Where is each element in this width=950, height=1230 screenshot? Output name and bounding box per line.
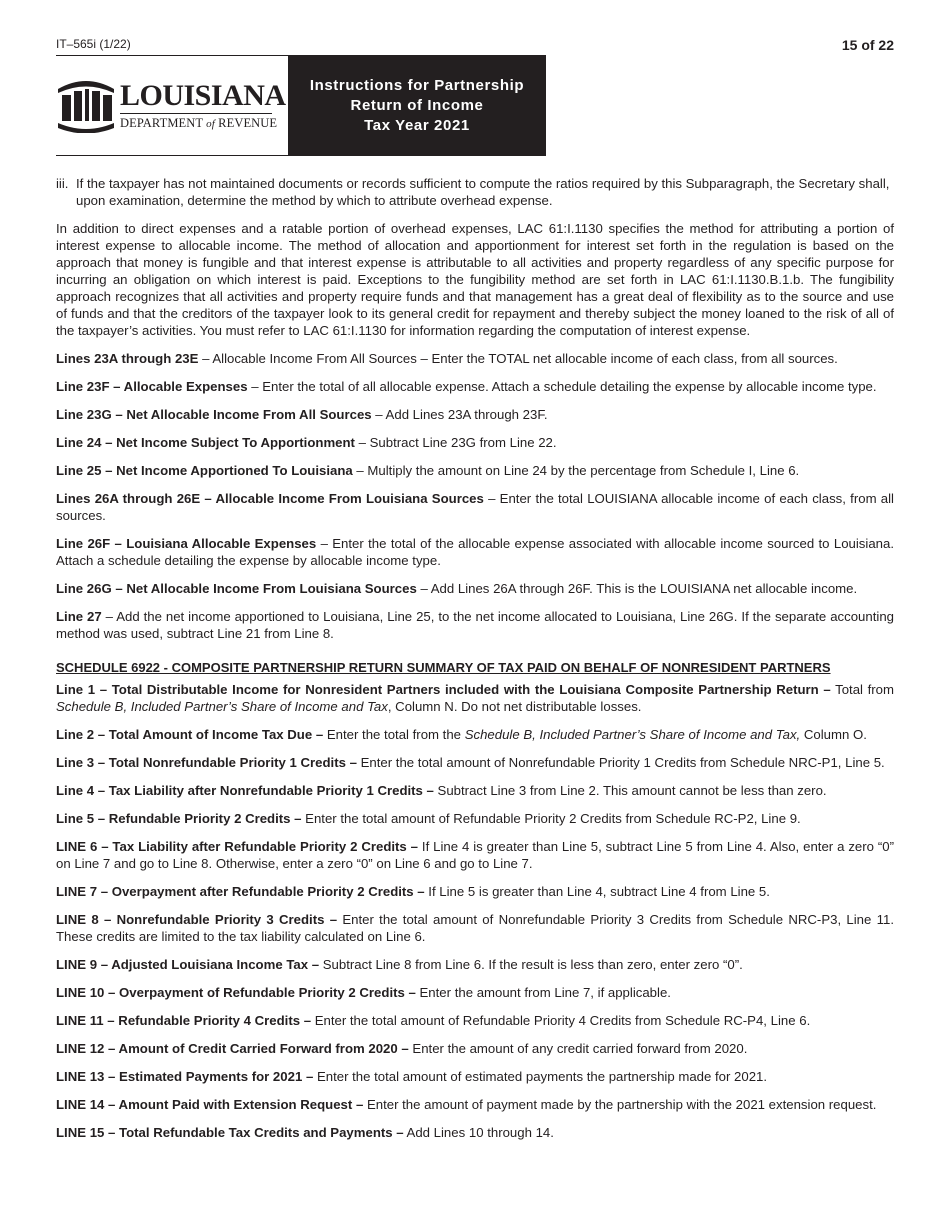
instruction-line-6 xyxy=(56,490,894,524)
line-text: Enter the total amount of estimated payments the partnership made for 2021. xyxy=(313,1069,768,1084)
schedule-line-13 xyxy=(56,1068,894,1085)
line-text: – Add Lines 26A through 26F. This is the LOUISIANA net allocable income. xyxy=(416,581,858,596)
instruction-line-5 xyxy=(56,462,894,479)
line-label: LINE 6 – Tax Liability after Refundable Priority 2 Credits – xyxy=(56,839,419,854)
line-text: Add Lines 10 through 14. xyxy=(403,1125,554,1140)
instruction-line-9 xyxy=(56,608,894,642)
line-text: Enter the total from the xyxy=(323,727,465,742)
line-label: Line 26G – Net Allocable Income From Louisiana Sources xyxy=(56,581,417,596)
louisiana-revenue-logo xyxy=(56,75,286,135)
schedule-line-10 xyxy=(56,984,894,1001)
schedule-6922-heading: SCHEDULE 6922 - COMPOSITE PARTNERSHIP RETURN SUMMARY OF TAX PAID ON BEHALF OF NONRESIDENT PARTNERS xyxy=(56,660,831,675)
schedule-line-15 xyxy=(56,1124,894,1141)
line-text: – Subtract Line 23G from Line 22. xyxy=(354,435,557,450)
list-item-text: If the taxpayer has not maintained documents or records sufficient to compute the ratios required by this Subparagraph, the Secretary shall, upon examination, determine the method by which to attribute overhead expense. xyxy=(76,176,890,208)
instruction-line-4 xyxy=(56,434,894,451)
line-label: LINE 7 – Overpayment after Refundable Priority 2 Credits – xyxy=(56,884,425,899)
line-label: Lines 26A through 26E – Allocable Income From Louisiana Sources xyxy=(56,491,484,506)
line-text: Enter the total amount of Nonrefundable Priority 1 Credits from Schedule NRC-P1, Line 5. xyxy=(356,755,885,770)
schedule-line-8 xyxy=(56,911,894,945)
line-label: Line 3 – Total Nonrefundable Priority 1 Credits – xyxy=(56,755,357,770)
line-text: Enter the amount from Line 7, if applicable. xyxy=(415,985,671,1000)
line-label: LINE 9 – Adjusted Louisiana Income Tax – xyxy=(56,957,320,972)
line-label: Line 1 – Total Distributable Income for Nonresident Partners included with the Louisiana Composite Partnership Return – xyxy=(56,682,831,697)
line-text: – Allocable Income From All Sources – Enter the TOTAL net allocable income of each class, from all sources. xyxy=(198,351,838,366)
line-text: Enter the total amount of Nonrefundable Priority 3 Credits from Schedule NRC-P3, Line 11. These credits are limited to the tax liability calculated on Line 6. xyxy=(56,912,894,944)
line-text: , Column N. Do not net distributable losses. xyxy=(387,699,642,714)
form-id: IT–565i (1/22) xyxy=(56,37,131,51)
line-text: – Add the net income apportioned to Louisiana, Line 25, to the net income allocated to Louisiana, Line 26G. If the separate accounting method was used, subtract Line 21 from Line 8. xyxy=(56,609,894,641)
instruction-line-2 xyxy=(56,378,894,395)
line-label: LINE 13 – Estimated Payments for 2021 – xyxy=(56,1069,314,1084)
title-line-2: Return of Income xyxy=(350,96,484,114)
line-label: Line 25 – Net Income Apportioned To Louisiana xyxy=(56,463,353,478)
line-label: Line 23G – Net Allocable Income From All Sources xyxy=(56,407,372,422)
schedule-line-11 xyxy=(56,1012,894,1029)
instruction-line-1 xyxy=(56,350,894,367)
line-label: Line 26F – Louisiana Allocable Expenses xyxy=(56,536,317,551)
instruction-line-3 xyxy=(56,406,894,423)
logo-dept-of: of xyxy=(206,118,215,130)
pillars-emblem-icon xyxy=(56,77,116,133)
schedule-lines xyxy=(56,754,894,1141)
line-text: Subtract Line 8 from Line 6. If the result is less than zero, enter zero “0”. xyxy=(319,957,743,972)
line-text: – Enter the total of all allocable expense. Attach a schedule detailing the expense by allocable income type. xyxy=(247,379,877,394)
document-title xyxy=(288,55,546,156)
title-line-3: Tax Year 2021 xyxy=(364,116,470,134)
allocable-income-lines xyxy=(56,350,894,642)
instruction-line-8 xyxy=(56,580,894,597)
schedule-line-9 xyxy=(56,956,894,973)
logo-dept-department: DEPARTMENT xyxy=(120,116,203,130)
line-text: Enter the total amount of Refundable Priority 4 Credits from Schedule RC-P4, Line 6. xyxy=(311,1013,811,1028)
line-text: – Add Lines 23A through 23F. xyxy=(371,407,548,422)
line-text: Enter the amount of payment made by the partnership with the 2021 extension request. xyxy=(363,1097,877,1112)
instructions-body xyxy=(56,175,894,1152)
line-label: LINE 11 – Refundable Priority 4 Credits – xyxy=(56,1013,312,1028)
page-number: 15 of 22 xyxy=(841,37,894,53)
schedule-line-6 xyxy=(56,838,894,872)
line-text: Column O. xyxy=(800,727,867,742)
line-label: Line 5 – Refundable Priority 2 Credits – xyxy=(56,811,302,826)
line-text: Enter the total amount of Refundable Priority 2 Credits from Schedule RC-P2, Line 9. xyxy=(301,811,801,826)
schedule-line-7 xyxy=(56,883,894,900)
line-label: Line 24 – Net Income Subject To Apportionment xyxy=(56,435,355,450)
line-italic-reference: Schedule B, Included Partner’s Share of Income and Tax, xyxy=(464,727,801,742)
line-label: LINE 15 – Total Refundable Tax Credits and Payments – xyxy=(56,1125,404,1140)
header-top-rule xyxy=(56,55,288,56)
schedule-line-5 xyxy=(56,810,894,827)
header-bottom-rule xyxy=(56,155,546,156)
line-text: Total from xyxy=(830,682,894,697)
logo-name: LOUISIANA xyxy=(120,79,286,112)
line-italic-reference: Schedule B, Included Partner’s Share of Income and Tax xyxy=(56,699,388,714)
line-label: LINE 12 – Amount of Credit Carried Forward from 2020 – xyxy=(56,1041,409,1056)
schedule-line-2 xyxy=(56,726,894,743)
line-label: LINE 10 – Overpayment of Refundable Priority 2 Credits – xyxy=(56,985,416,1000)
line-label: LINE 14 – Amount Paid with Extension Request – xyxy=(56,1097,364,1112)
line-label: Lines 23A through 23E xyxy=(56,351,199,366)
logo-dept-revenue: REVENUE xyxy=(218,116,278,130)
line-label: Line 2 – Total Amount of Income Tax Due – xyxy=(56,727,324,742)
instruction-line-7 xyxy=(56,535,894,569)
line-text: – Enter the total of the allocable expense associated with allocable income sourced to Louisiana. Attach a schedule detailing the expense by allocable income type. xyxy=(56,536,894,568)
line-text: If Line 5 is greater than Line 4, subtract Line 4 from Line 5. xyxy=(424,884,770,899)
schedule-line-4 xyxy=(56,782,894,799)
schedule-line-14 xyxy=(56,1096,894,1113)
schedule-line-12 xyxy=(56,1040,894,1057)
list-item-number: iii. xyxy=(56,176,69,191)
line-label: Line 27 xyxy=(56,609,102,624)
interest-expense-paragraph: In addition to direct expenses and a ratable portion of overhead expenses, LAC 61:I.1130 specifies the method for attributing a portion of interest expense to allocable income. The method of allocation and apportionment for interest set forth in the regulation is based on the approach that money is fungible and that interest expense is attributable to all activities and property regardless of any specific purpose for incurring an obligation on which interest is paid. Exceptions to the fungibility method are set forth in LAC 61:I.1130.B.1.b. The fungibility approach recognizes that all activities and property require funds and that management has a great deal of flexibility as to the source and use of funds and that the creditors of the taxpayer look to its general credit for repayment and thereby subject the money loaned to the risk of all of the taxpayer’s activities. You must refer to LAC 61:I.1130 for information regarding the computation of interest expense. xyxy=(56,221,894,338)
line-label: Line 4 – Tax Liability after Nonrefundable Priority 1 Credits – xyxy=(56,783,434,798)
line-label: LINE 8 – Nonrefundable Priority 3 Credits – xyxy=(56,912,338,927)
line-text: – Enter the total LOUISIANA allocable income of each class, from all sources. xyxy=(56,491,894,523)
schedule-line-3 xyxy=(56,754,894,771)
document-header xyxy=(56,55,546,156)
list-item-iii xyxy=(56,175,894,209)
title-line-1: Instructions for Partnership xyxy=(309,76,525,94)
line-text: If Line 4 is greater than Line 5, subtract Line 5 from Line 4. Also, enter a zero “0” on Line 7 and go to Line 8. Otherwise, enter a zero “0” on Line 6 and go to Line 7. xyxy=(56,839,894,871)
line-label: Line 23F – Allocable Expenses xyxy=(56,379,248,394)
line-text: Enter the amount of any credit carried forward from 2020. xyxy=(408,1041,748,1056)
logo-department xyxy=(120,116,277,131)
line-text: Subtract Line 3 from Line 2. This amount cannot be less than zero. xyxy=(433,783,827,798)
line-text: – Multiply the amount on Line 24 by the percentage from Schedule I, Line 6. xyxy=(352,463,800,478)
logo-divider xyxy=(120,113,272,114)
schedule-line-1 xyxy=(56,681,894,715)
